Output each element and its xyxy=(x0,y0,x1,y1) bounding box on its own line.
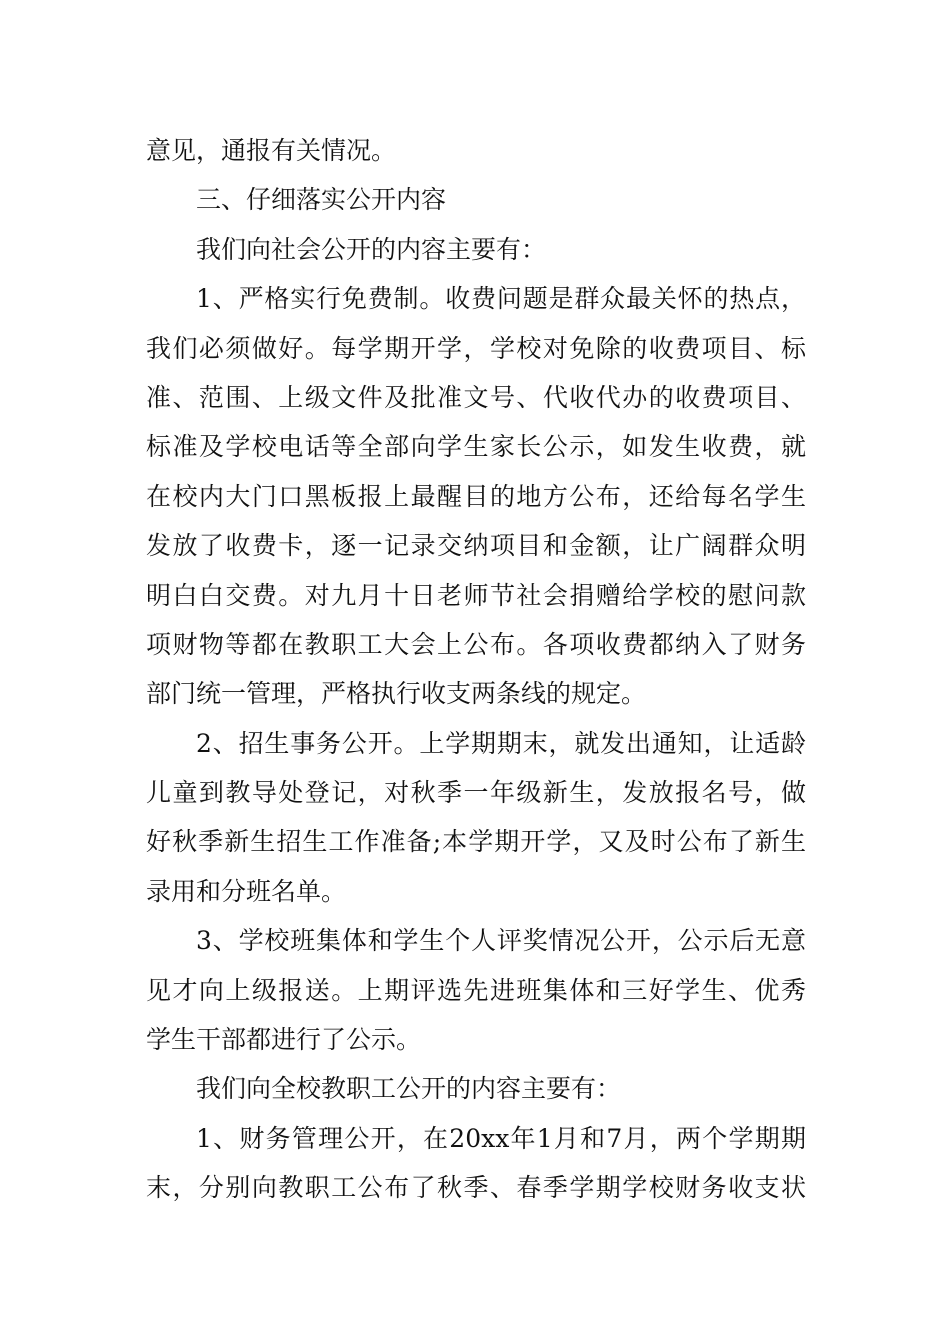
text-line: 好秋季新生招生工作准备;本学期开学，又及时公布了新生 xyxy=(146,827,806,857)
text-line: 学生干部都进行了公示。 xyxy=(146,1025,422,1055)
text-line: 录用和分班名单。 xyxy=(146,876,347,906)
text-line: 发放了收费卡，逐一记录交纳项目和金额，让广阔群众明 xyxy=(146,531,806,561)
text-line: 儿童到教导处登记，对秋季一年级新生，发放报名号，做 xyxy=(146,778,806,808)
text-line: 1、财务管理公开，在20xx年1月和7月，两个学期期 xyxy=(196,1123,806,1153)
text-line: 意见，通报有关情况。 xyxy=(146,136,397,165)
text-line: 2、招生事务公开。上学期期末，就发出通知，让适龄 xyxy=(196,728,806,758)
text-line: 项财物等都在教职工大会上公布。各项收费都纳入了财务 xyxy=(146,629,806,659)
text-line: 标准及学校电话等全部向学生家长公示，如发生收费，就 xyxy=(146,432,806,462)
text-line: 部门统一管理，严格执行收支两条线的规定。 xyxy=(146,679,647,709)
text-line: 明白白交费。对九月十日老师节社会捐赠给学校的慰问款 xyxy=(146,580,806,610)
section-heading: 三、仔细落实公开内容 xyxy=(196,185,447,215)
text-line: 我们向社会公开的内容主要有： xyxy=(196,234,547,264)
text-line: 1、严格实行免费制。收费问题是群众最关怀的热点， xyxy=(196,284,806,314)
text-line: 准、范围、上级文件及批准文号、代收代办的收费项目、 xyxy=(146,382,806,412)
text-line: 末，分别向教职工公布了秋季、春季学期学校财务收支状 xyxy=(146,1173,806,1203)
document-body xyxy=(146,126,806,1213)
text-line: 我们必须做好。每学期开学，学校对免除的收费项目、标 xyxy=(146,333,806,363)
text-line: 在校内大门口黑板报上最醒目的地方公布，还给每名学生 xyxy=(146,481,806,511)
text-line: 我们向全校教职工公开的内容主要有： xyxy=(196,1074,622,1104)
text-line: 3、学校班集体和学生个人评奖情况公开，公示后无意 xyxy=(196,926,806,956)
text-line: 见才向上级报送。上期评选先进班集体和三好学生、优秀 xyxy=(146,975,806,1005)
